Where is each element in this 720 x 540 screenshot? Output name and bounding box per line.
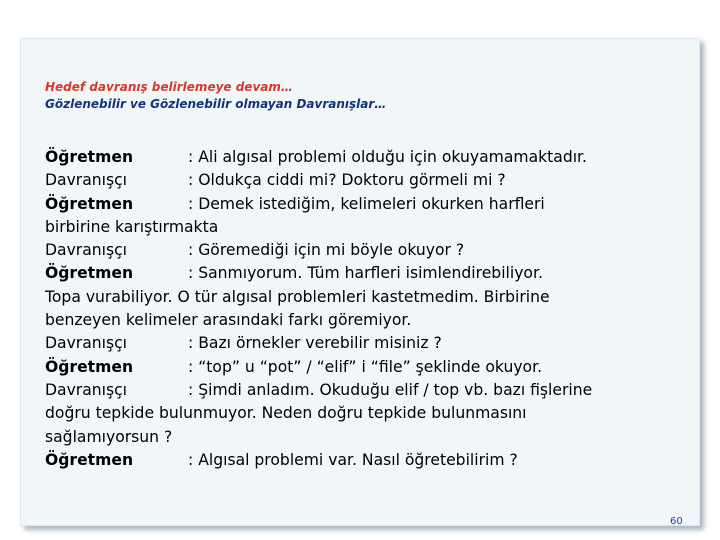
dialogue-text: : Şimdi anladım. Okuduğu elif / top vb. bazı fişlerine xyxy=(188,380,593,399)
dialogue-line xyxy=(45,239,690,262)
dialogue-line xyxy=(45,356,690,379)
dialogue-line xyxy=(45,146,690,169)
dialogue-line xyxy=(45,169,690,192)
dialogue-text: : Demek istediğim, kelimeleri okurken harfleri xyxy=(188,194,545,213)
dialogue-text: : Oldukça ciddi mi? Doktoru görmeli mi ? xyxy=(188,171,506,190)
dialogue-text: : “top” u “pot” / “elif” i “file” şeklinde okuyor. xyxy=(188,357,543,376)
dialogue-text: : Ali algısal problemi olduğu için okuyamamaktadır. xyxy=(188,148,587,166)
dialogue-text: : Algısal problemi var. Nasıl öğretebilirim ? xyxy=(188,450,518,469)
dialogue-line xyxy=(45,193,690,216)
dialogue-continuation: sağlamıyorsun ? xyxy=(45,427,173,446)
dialogue-line xyxy=(45,379,690,402)
speaker-label: Öğretmen xyxy=(45,264,134,283)
dialogue-continuation: Topa vurabiliyor. O tür algısal problemleri kastetmedim. Birbirine xyxy=(45,287,550,306)
speaker-label: Davranışçı xyxy=(45,380,128,399)
dialogue-line xyxy=(45,449,690,472)
speaker-label: Öğretmen xyxy=(45,357,134,376)
dialogue-continuation: benzeyen kelimeler arasındaki farkı göremiyor. xyxy=(45,311,412,330)
speaker-label: Davranışçı xyxy=(45,171,128,190)
dialogue-text: : Sanmıyorum. Tüm harfleri isimlendirebiliyor. xyxy=(188,264,543,283)
speaker-label: Öğretmen xyxy=(45,194,134,213)
dialogue-continuation: doğru tepkide bulunmuyor. Neden doğru tepkide bulunmasını xyxy=(45,404,527,423)
dialogue-line xyxy=(45,332,690,355)
speaker-label: Öğretmen xyxy=(45,450,134,469)
dialogue-text: : Göremediği için mi böyle okuyor ? xyxy=(188,241,465,260)
dialogue-continuation: birbirine karıştırmakta xyxy=(45,217,219,236)
dialogue-line xyxy=(45,262,690,285)
dialogue-body xyxy=(45,146,690,472)
speaker-label: Öğretmen xyxy=(45,148,134,166)
slide-subtitle: Gözlenebilir ve Gözlenebilir olmayan Davranışlar… xyxy=(45,97,387,111)
page-number: 60 xyxy=(670,516,683,527)
slide-title: Hedef davranış belirlemeye devam… xyxy=(45,80,293,94)
speaker-label: Davranışçı xyxy=(45,334,128,353)
speaker-label: Davranışçı xyxy=(45,241,128,260)
dialogue-text: : Bazı örnekler verebilir misiniz ? xyxy=(188,334,442,353)
